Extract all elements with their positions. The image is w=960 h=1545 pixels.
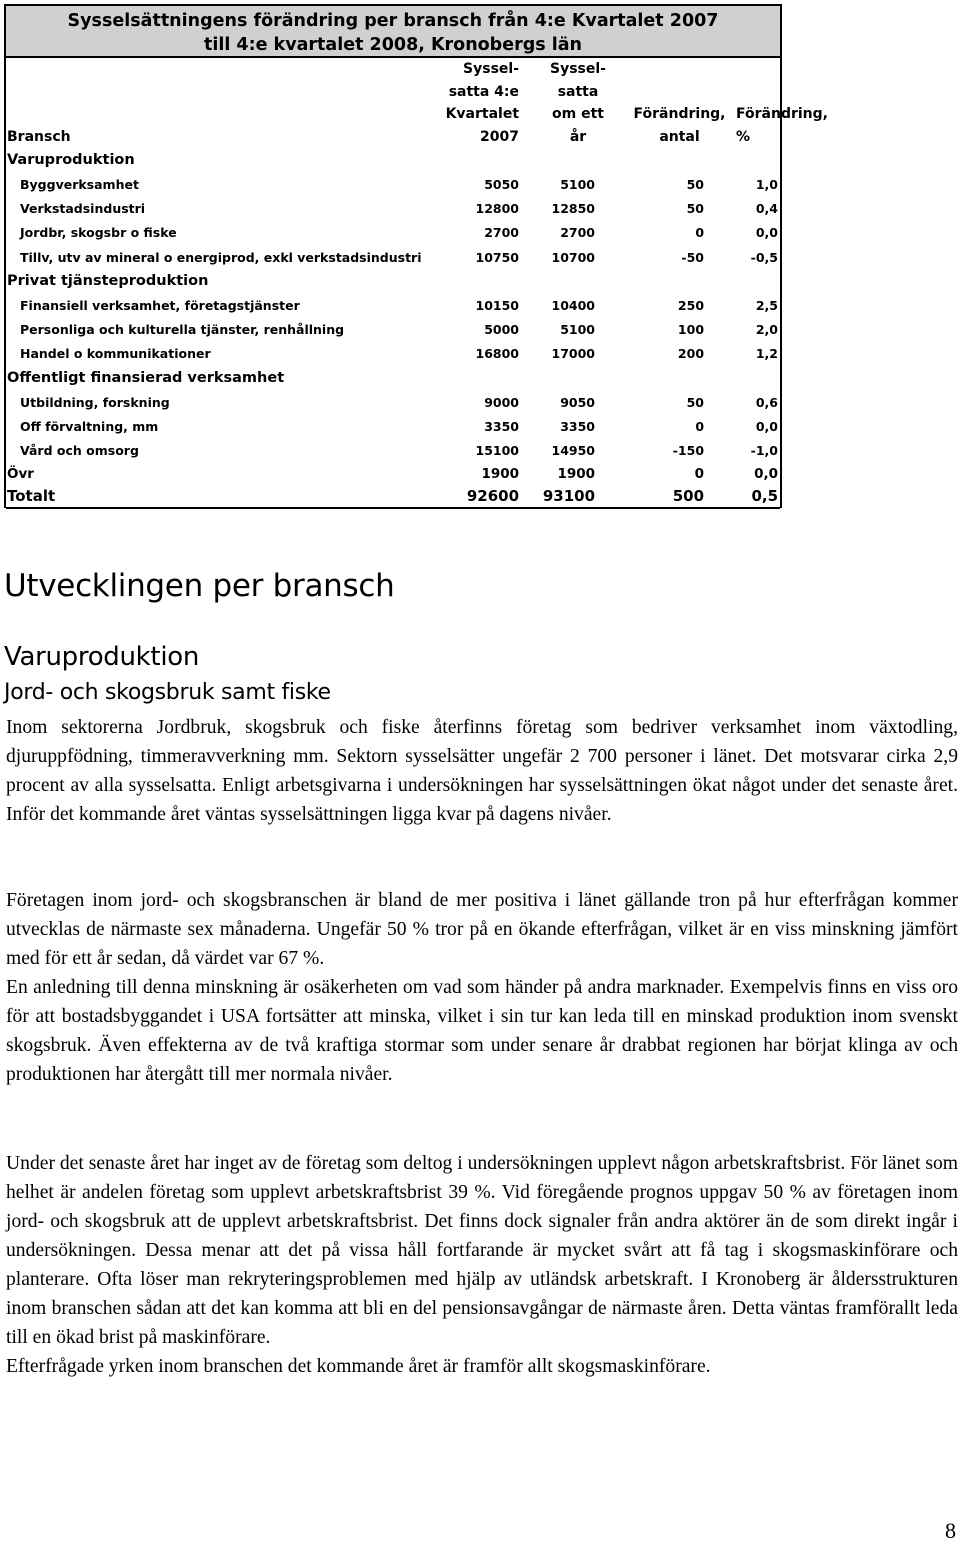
heading-varuproduktion: Varuproduktion — [4, 642, 200, 672]
table-row — [6, 196, 780, 220]
row-label: Personliga och kulturella tjänster, renhållning — [20, 322, 345, 338]
table-row — [6, 390, 780, 414]
cell-change: 0 — [695, 225, 705, 241]
cell-2008: 17000 — [551, 346, 596, 362]
ovr-row — [6, 463, 780, 485]
employment-table — [4, 4, 828, 508]
cell-2007: 10150 — [475, 297, 520, 313]
header-col-2008-line: Syssel- — [550, 61, 606, 77]
paragraph-intro: Inom sektorerna Jordbruk, skogsbruk och fiske återfinns företag som bedriver verksamhet inom växtodling, djuruppfödning, timmeravverkning mm. Sektorn sysselsätter ungefär 2 700 personer i länet. Det motsvarar cirka 2,9 procent av alla sysselsatta. Enligt arbetsgivarna i undersökningen har sysselsättningen ökat något under det senaste året. Inför det kommande året väntas sysselsättningen ligga kvar på dagens nivåer. — [6, 717, 958, 825]
paragraph-labour-shortage: Under det senaste året har inget av de företag som deltog i undersökningen upplevt någon arbetskraftsbrist. För länet som helhet är andelen företag som upplevt arbetskraftsbrist 39 %. Vid föregående prognos uppgav 50 % av företagen inom jord- och skogsbruk att de upplevt arbetskraftsbrist. Det finns dock signaler från andra aktörer än de som direkt ingår i undersökningen. Dessa menar att det på vissa håll fortfarande är mycket svårt att få tag i skogsmaskinförare och planterare. Ofta löser man rekryteringsproblemen med hjälp av utländsk arbetskraft. I Kronoberg är åldersstrukturen inom branschen sådan att det kan komma att bli en del pensionsavgångar de närmaste åren. Detta väntas framförallt leda till en ökad brist på maskinförare. — [6, 1153, 958, 1348]
cell-pct: -0,5 — [750, 249, 779, 265]
cell-2007: 5050 — [484, 176, 520, 192]
table-row — [6, 221, 780, 245]
cell-2008: 93100 — [533, 485, 623, 508]
heading-utvecklingen: Utvecklingen per bransch — [4, 568, 395, 604]
page-number: 8 — [945, 1518, 956, 1543]
cell-pct: 0,0 — [755, 419, 779, 435]
header-change-line: antal — [659, 128, 700, 145]
cell-pct: 2,5 — [755, 297, 779, 313]
cell-change: 500 — [623, 485, 736, 508]
total-row — [6, 485, 780, 508]
cell-2007: 3350 — [484, 419, 520, 435]
table-row — [6, 172, 780, 196]
header-col-2008-line: satta — [557, 83, 599, 100]
cell-2007: 15100 — [475, 443, 520, 459]
cell-2008: 5100 — [560, 176, 596, 192]
section-label: Varuproduktion — [7, 152, 135, 168]
section-header-row — [6, 269, 780, 293]
cell-pct: -1,0 — [750, 443, 779, 459]
cell-change: 50 — [686, 200, 705, 216]
table-title — [6, 6, 780, 58]
cell-2008: 14950 — [551, 443, 596, 459]
cell-2008: 12850 — [551, 200, 596, 216]
row-label: Övr — [7, 465, 34, 482]
header-col-2007-line: 2007 — [480, 128, 520, 145]
row-label: Finansiell verksamhet, företagstjänster — [20, 297, 300, 313]
table-row — [6, 439, 780, 463]
table-row — [6, 342, 780, 366]
header-col-2007-line: satta 4:e — [448, 83, 520, 100]
cell-2008: 5100 — [560, 322, 596, 338]
paragraph-group-demand — [6, 886, 958, 1089]
section-header-row — [6, 148, 780, 172]
row-label: Jordbr, skogsbr o fiske — [20, 225, 177, 241]
row-label: Verkstadsindustri — [20, 200, 146, 216]
header-col-2007-line: Syssel- — [463, 61, 520, 77]
table-title-line1: Sysselsättningens förändring per bransch från 4:e Kvartalet 2007 — [67, 11, 719, 31]
section-header-row — [6, 366, 780, 390]
cell-2007: 16800 — [475, 346, 520, 362]
cell-change: 0 — [694, 465, 705, 482]
cell-pct: 0,4 — [755, 200, 779, 216]
cell-change: 50 — [686, 176, 705, 192]
table-grid — [6, 58, 828, 509]
paragraph-occupations: Efterfrågade yrken inom branschen det kommande året är framför allt skogsmaskinförare. — [6, 1356, 711, 1377]
header-bransch: Bransch — [7, 128, 71, 145]
cell-2008: 10700 — [551, 249, 596, 265]
cell-change: 100 — [677, 322, 705, 338]
row-label: Byggverksamhet — [20, 176, 139, 192]
cell-2007: 1900 — [481, 465, 520, 482]
cell-pct: 0,0 — [754, 465, 779, 482]
paragraph-uncertainty: En anledning till denna minskning är osäkerheten om vad som händer på andra marknader. Exempelvis finns en viss oro för att bostadsbyggandet i USA fortsätter att minska, vilket i sin tur kan leda till en minskad produktion inom svenskt skogsbruk. Även effekterna av de två kraftiga stormar som under senare år drabbat regionen har börjat klinga av och produktionen har återgått till mer normala nivåer. — [6, 977, 958, 1085]
cell-change: 200 — [677, 346, 705, 362]
cell-2008: 3350 — [560, 419, 596, 435]
row-label: Utbildning, forskning — [20, 394, 170, 410]
cell-2008: 9050 — [560, 394, 596, 410]
header-change-line: Förändring, — [633, 106, 726, 122]
header-col-2007 — [398, 58, 533, 148]
cell-pct: 1,2 — [755, 346, 779, 362]
cell-pct: 0,5 — [736, 485, 780, 508]
table-title-line2: till 4:e kvartalet 2008, Kronobergs län — [203, 35, 583, 55]
cell-2008: 10400 — [551, 297, 596, 313]
row-label: Totalt — [6, 485, 398, 508]
header-pct-line: % — [736, 128, 751, 145]
cell-pct: 0,6 — [755, 394, 779, 410]
cell-2008: 2700 — [560, 225, 596, 241]
header-col-2007-line: Kvartalet — [445, 106, 520, 122]
header-pct-line: Förändring, — [736, 106, 828, 122]
cell-2007: 12800 — [475, 200, 520, 216]
table-header-row — [6, 58, 780, 148]
paragraph-demand: Företagen inom jord- och skogsbranschen är bland de mer positiva i länet gällande tron på hur efterfrågan kommer utvecklas de närmaste sex månaderna. Ungefär 50 % tror på en ökande efterfrågan, vilket är en viss minskning jämfört med för ett år sedan, då värdet var 67 %. — [6, 890, 958, 969]
paragraph-group-labour — [6, 1149, 958, 1381]
row-label: Handel o kommunikationer — [20, 346, 211, 362]
header-col-2008-line: om ett — [552, 106, 604, 122]
row-label: Tillv, utv av mineral o energiprod, exkl verkstadsindustri — [20, 249, 422, 265]
cell-2008: 1900 — [557, 465, 596, 482]
header-pct — [736, 58, 828, 148]
cell-change: 250 — [677, 297, 705, 313]
section-label: Offentligt finansierad verksamhet — [7, 370, 285, 387]
cell-change: 50 — [686, 394, 705, 410]
header-col-2008-line: år — [569, 128, 587, 145]
heading-jord-skogsbruk: Jord- och skogsbruk samt fiske — [4, 680, 331, 705]
row-label: Off förvaltning, mm — [20, 419, 159, 435]
cell-2007: 9000 — [484, 394, 520, 410]
row-label: Vård och omsorg — [20, 443, 139, 459]
table-row — [6, 293, 780, 317]
section-label: Privat tjänsteproduktion — [7, 273, 209, 290]
cell-pct: 1,0 — [755, 176, 779, 192]
cell-change: -150 — [672, 443, 705, 459]
header-change — [623, 58, 736, 148]
cell-2007: 5000 — [484, 322, 520, 338]
cell-change: -50 — [681, 249, 705, 265]
table-row — [6, 414, 780, 438]
header-col-2008 — [533, 58, 623, 148]
cell-2007: 92600 — [398, 485, 533, 508]
cell-2007: 2700 — [484, 225, 520, 241]
cell-pct: 2,0 — [755, 322, 779, 338]
table-row — [6, 245, 780, 269]
cell-pct: 0,0 — [755, 225, 779, 241]
cell-change: 0 — [695, 419, 705, 435]
cell-2007: 10750 — [475, 249, 520, 265]
table-row — [6, 317, 780, 341]
